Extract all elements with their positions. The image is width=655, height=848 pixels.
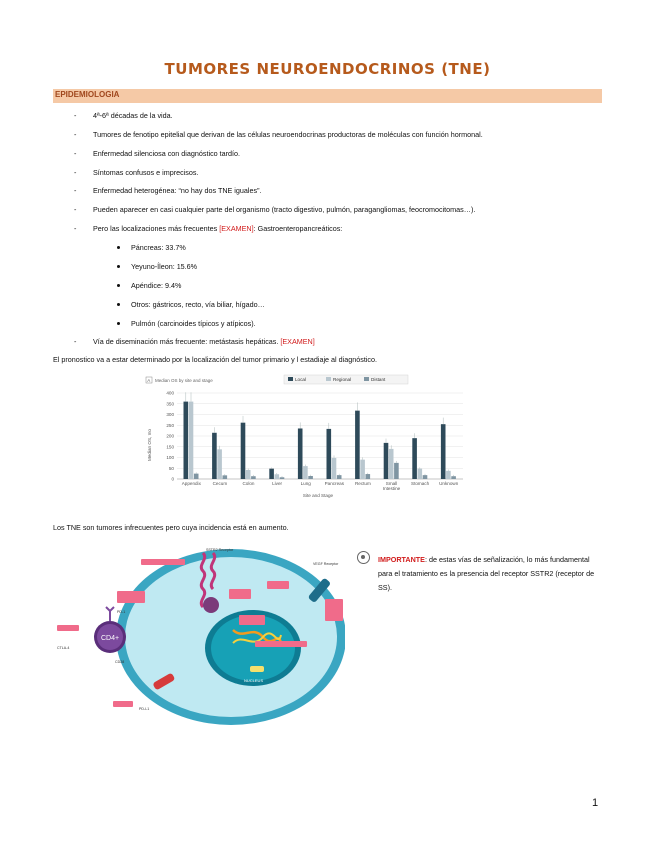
bullet-dash: -: [74, 168, 77, 177]
sstr2-receptor: [201, 553, 204, 607]
important-note: [378, 553, 596, 595]
chart-legend-label: Distant: [371, 376, 386, 382]
bullet-dash: -: [74, 186, 77, 195]
chart-bar: [298, 428, 303, 479]
chart-title: Median OS by site and stage: [155, 378, 213, 383]
chart-bar: [337, 475, 342, 479]
bullet-dash: -: [74, 224, 77, 233]
bullet-suffix: : Gastroenteropancreáticos:: [253, 224, 343, 233]
bullet-item: 4ª-6ª décadas de la vida.: [93, 111, 173, 120]
chart-xlabel: Site and Stage: [302, 493, 334, 498]
bullet-text: Vía de diseminación más frecuente: metástasis hepáticas.: [93, 337, 279, 346]
important-text: : de estas vías de señalización, lo más fundamental para el tratamiento es la presencia del receptor SSTR2 (receptor de SS).: [378, 555, 595, 592]
chart-ytick-label: 0: [171, 476, 174, 482]
chart-bar: [303, 466, 308, 479]
chart-bar: [360, 460, 365, 479]
chart-legend-swatch: [326, 377, 331, 381]
bullet-item: Enfermedad heterogénea: “no hay dos TNE iguales”.: [93, 186, 262, 195]
important-label: IMPORTANTE: [378, 555, 425, 564]
nucleus-label: NUCLEUS: [244, 678, 264, 683]
sub-bullet-item: Pulmón (carcinoides típicos y atípicos).: [131, 319, 256, 328]
bullet-dash: -: [74, 130, 77, 139]
chart-ytick-label: 150: [166, 444, 174, 450]
sub-bullet-item: Otros: gástricos, recto, vía biliar, hígado…: [131, 300, 265, 309]
bullet-dash: -: [74, 337, 77, 346]
chart-bar: [251, 476, 256, 479]
chart-bar: [451, 476, 456, 479]
chart-legend-label: Local: [295, 376, 306, 382]
chart-bar: [366, 474, 371, 479]
chart-bar: [212, 433, 217, 479]
chart-bar: [384, 443, 389, 479]
bullet-item: Tumores de fenotipo epitelial que derivan de las células neuroendocrinas productoras de moléculas con función hormonal.: [93, 130, 483, 139]
chart-xtick-label: Lung: [300, 481, 311, 486]
chart-legend: [284, 375, 408, 384]
tne-cell-signaling-figure: [53, 545, 345, 728]
chart-ytick-label: 200: [166, 433, 174, 439]
chart-xtick-label: Stomach: [411, 481, 430, 486]
chart-bar: [423, 475, 428, 479]
chart-bar: [332, 458, 337, 479]
chart-xtick-label: Small: [385, 481, 398, 486]
chart-xtick-label: Unknown: [439, 481, 459, 486]
median-os-chart: [143, 373, 468, 501]
chart-legend-label: Regional: [333, 376, 352, 382]
exam-tag: [EXAMEN]: [219, 224, 254, 233]
chart-bar: [194, 474, 199, 479]
pd1-label: PD-1: [117, 610, 126, 614]
chart-xtick-label: Appendix: [181, 481, 201, 486]
chart-xtick-label: Cecum: [212, 481, 228, 486]
chart-bar: [241, 423, 246, 479]
bullet-dash: -: [74, 111, 77, 120]
bullet-item: Pueden aparecer en casi cualquier parte del organismo (tracto digestivo, pulmón, paragangliomas, feocromocitomas…).: [93, 205, 476, 214]
chart-bar: [394, 463, 399, 479]
chart-panel-label: A: [147, 378, 151, 383]
chart-bar: [184, 402, 189, 479]
sub-bullet-item: Apéndice: 9.4%: [131, 281, 182, 290]
sub-bullet-dot: [117, 322, 120, 325]
chart-legend-swatch: [364, 377, 369, 381]
chart-bar: [275, 474, 280, 479]
chart-ytick-label: 400: [166, 390, 174, 396]
important-target-icon: [357, 551, 370, 564]
chart-xtick-label: Intestine: [382, 486, 401, 491]
sub-bullet-dot: [117, 303, 120, 306]
chart-ytick-label: 300: [166, 412, 174, 417]
sub-bullet-item: Yeyuno-Íleon: 15.6%: [131, 262, 198, 271]
chart-bar: [308, 476, 313, 479]
incidence-text: Los TNE son tumores infrecuentes pero cuya incidencia está en aumento.: [53, 523, 289, 532]
chart-bar: [441, 424, 446, 479]
chart-xtick-label: Liver: [272, 481, 283, 486]
sub-bullet-dot: [117, 284, 120, 287]
chart-bar: [280, 477, 285, 479]
chart-bar: [217, 449, 222, 479]
sub-bullet-dot: [117, 246, 120, 249]
chart-bar: [355, 411, 360, 479]
pdl1-label: PD-L1: [139, 707, 150, 711]
chart-bar: [223, 475, 228, 479]
bullet-dash: -: [74, 205, 77, 214]
exam-tag: [EXAMEN]: [280, 337, 315, 346]
chart-ytick-label: 350: [166, 401, 174, 407]
chart-xtick-label: Pancreas: [324, 481, 345, 486]
chart-ytick-label: 100: [166, 455, 174, 460]
ctla4-label: CTLA-4: [57, 646, 70, 650]
cd4-label: CD4+: [101, 635, 120, 642]
bullet-item-frequent: [93, 224, 342, 233]
page-title: TUMORES NEUROENDOCRINOS (TNE): [164, 60, 491, 78]
bullet-dash: -: [74, 149, 77, 158]
chart-bar: [412, 438, 417, 479]
bullet-text: Pero las localizaciones más frecuentes: [93, 224, 218, 233]
chart-ylabel: Median OS, mo: [147, 429, 152, 461]
sstr2-label: SSTR2 Receptor: [206, 548, 234, 552]
chart-xtick-label: Colon: [242, 481, 255, 486]
chart-bar: [189, 402, 194, 479]
chart-bar: [246, 470, 251, 479]
sub-bullet-dot: [117, 265, 120, 268]
chart-legend-swatch: [288, 377, 293, 381]
sub-bullet-item: Páncreas: 33.7%: [131, 243, 186, 252]
chart-ytick-label: 250: [166, 422, 174, 428]
vegf-label: VEGF Receptor: [313, 562, 339, 566]
bullet-item: Enfermedad silenciosa con diagnóstico tardío.: [93, 149, 241, 158]
chart-bar: [269, 469, 274, 479]
prognosis-text: El pronostico va a estar determinado por la localización del tumor primario y l estadiaje al diagnóstico.: [53, 355, 378, 364]
bullet-item: [93, 337, 315, 346]
chart-xtick-label: Rectum: [354, 481, 371, 486]
chart-bar: [327, 429, 332, 479]
section-title: EPIDEMIOLOGIA: [55, 90, 120, 99]
chart-ytick-label: 50: [168, 465, 174, 471]
section-header: [53, 89, 602, 103]
page-number: 1: [592, 797, 599, 809]
bullet-item: Síntomas confusos e imprecisos.: [93, 168, 199, 177]
chart-bar: [389, 449, 394, 479]
cd28-label: CD28: [115, 660, 125, 664]
chart-bar: [418, 469, 423, 479]
chart-bar: [446, 471, 451, 479]
